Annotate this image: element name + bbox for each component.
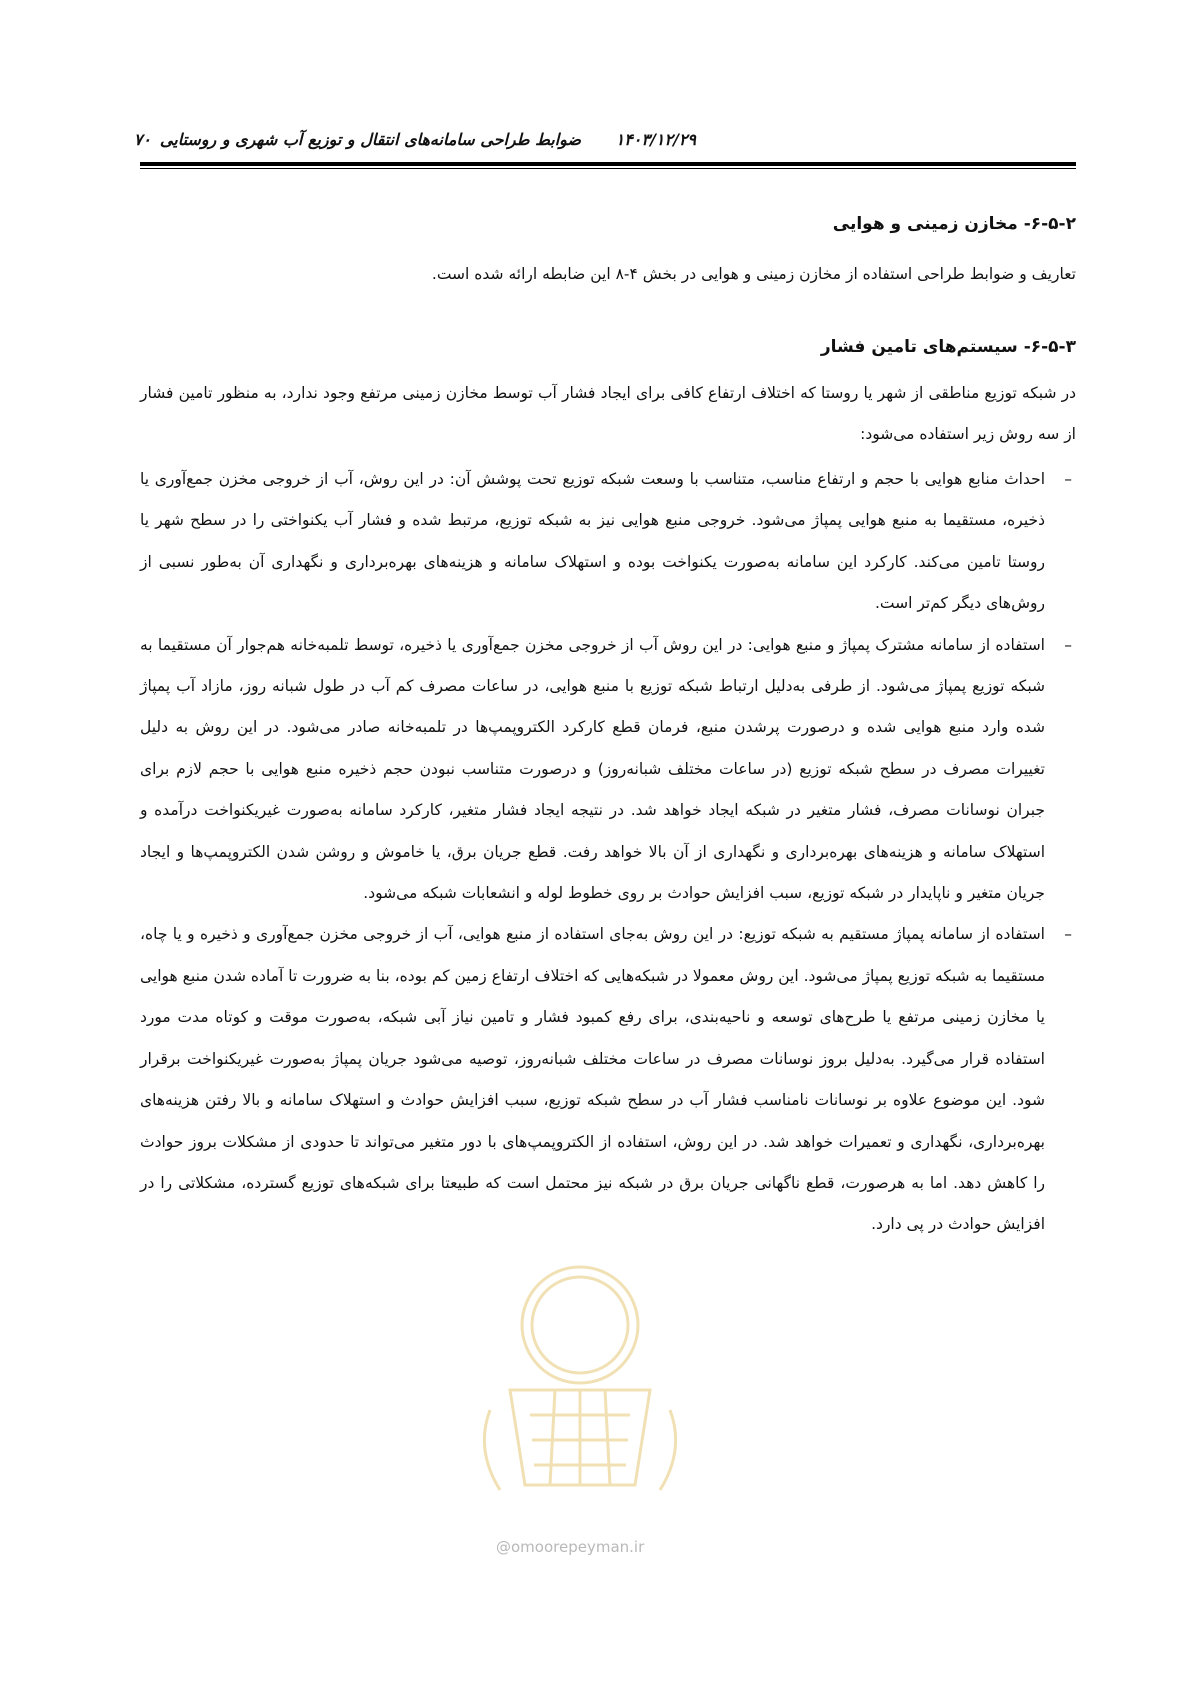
section-paragraph-reservoirs: تعاریف و ضوابط طراحی استفاده از مخازن زمینی و هوایی در بخش ۴-۸ این ضابطه ارائه شده است. <box>431 265 1076 283</box>
list-item-text: استفاده از سامانه مشترک پمپاژ و منبع هوایی: در این روش آب از خروجی مخزن جمع‌آوری یا ذخیره، توسط تلمبه‌خانه هم‌جوار آن مستقیما به شبکه توزیع پمپاژ می‌شود. از طرفی به‌دلیل ارتباط شبکه توزیع با منبع هوایی، در ساعات مصرف کم آب در طول شبانه روز، مازاد آب پمپاژ شده وارد منبع هوایی شده و درصورت پرشدن منبع، فرمان قطع کارکرد الکتروپمپ‌ها در تلمبه‌خانه صادر می‌شود. در این روش به دلیل تغییرات مصرف در سطح شبکه توزیع (در ساعات مختلف شبانه‌روز) و درصورت متناسب نبودن حجم ذخیره منبع هوایی با حجم لازم برای جبران نوسانات مصرف، فشار متغیر در شبکه ایجاد خواهد شد. در نتیجه ایجاد فشار متغیر، کارکرد سامانه به‌صورت غیریکنواخت درآمده و استهلاک سامانه و هزینه‌های بهره‌برداری و نگهداری از آن بالا خواهد رفت. قطع جریان برق، یا خاموش و روشن شدن الکتروپمپ‌ها و ایجاد جریان متغیر و ناپایدار در شبکه توزیع، سبب افزایش حوادث بر روی خطوط لوله و انشعابات شبکه می‌شود. <box>140 635 1045 903</box>
watermark-seal <box>470 1250 690 1520</box>
list-dash: – <box>1064 470 1072 488</box>
list-dash: – <box>1064 635 1072 654</box>
page-content <box>140 210 1076 1246</box>
page-number: ۷۰ <box>133 130 151 149</box>
list-item-text: احداث منابع هوایی با حجم و ارتفاع مناسب، متناسب با وسعت شبکه توزیع تحت پوشش آن: در این روش، آب از خروجی مخزن جمع‌آوری یا ذخیره، مستقیما به منبع هوایی پمپاژ می‌شود. خروجی منبع هوایی نیز به شبکه توزیع، مرتبط شده و فشار آب یکنواختی را در سطح شهر یا روستا تامین می‌کند. کارکرد این سامانه به‌صورت یکنواخت بوده و استهلاک سامانه و هزینه‌های بهره‌برداری و نگهداری آن به‌طور نسبی از روش‌های دیگر کم‌تر است. <box>140 470 1045 613</box>
section-heading-reservoirs: ۶-۵-۲- مخازن زمینی و هوایی <box>832 214 1076 234</box>
header-rule-thin <box>140 168 1076 169</box>
header-title: ضوابط طراحی سامانه‌های انتقال و توزیع آب شهری و روستایی <box>159 130 581 149</box>
list-item <box>140 459 1076 625</box>
list-item <box>140 914 1076 1245</box>
list-item-text: استفاده از سامانه پمپاژ مستقیم به شبکه توزیع: در این روش به‌جای استفاده از منبع هوایی، آب از خروجی مخزن جمع‌آوری و ذخیره و یا چاه، مستقیما به شبکه توزیع پمپاژ می‌شود. این روش معمولا در شبکه‌هایی که اختلاف ارتفاع زمین کم بوده، بنا به ضرورت تا آماده شدن منبع هوایی یا مخازن زمینی مرتفع یا طرح‌های توسعه و ناحیه‌بندی، برای رفع کمبود فشار و تامین نیاز آبی شبکه، به‌صورت موقت و کوتاه مدت مورد استفاده قرار می‌گیرد. به‌دلیل بروز نوسانات مصرف در ساعات مختلف شبانه‌روز، توصیه می‌شود جریان پمپاژ به‌صورت غیریکنواخت برقرار شود. این موضوع علاوه بر نوسانات نامناسب فشار آب در سطح شبکه توزیع، سبب افزایش حوادث و استهلاک سامانه و بالا رفتن هزینه‌های بهره‌برداری، نگهداری و تعمیرات خواهد شد. در این روش، استفاده از الکتروپمپ‌های با دور متغیر می‌تواند تا حدودی از مشکلات بروز حوادث را کاهش دهد. اما به هرصورت، قطع ناگهانی جریان برق در شبکه نیز محتمل است که طبیعتا برای شبکه‌های توزیع گسترده، مشکلاتی را در افزایش حوادث در پی دارد. <box>140 925 1045 1234</box>
section-heading-pressure-systems: ۶-۵-۳- سیستم‌های تامین فشار <box>820 337 1076 357</box>
section-intro-paragraph: در شبکه توزیع مناطقی از شهر یا روستا که اختلاف ارتفاع کافی برای ایجاد فشار آب توسط مخازن زمینی مرتفع وجود ندارد، به منظور تامین فشار از سه روش زیر استفاده می‌شود: <box>140 384 1076 443</box>
watermark-url: @omoorepeyman.ir <box>496 1538 645 1556</box>
page-header <box>133 118 1076 166</box>
method-list <box>140 459 1076 1246</box>
list-item <box>140 625 1076 915</box>
header-rule-thick <box>140 162 1076 166</box>
list-dash: – <box>1064 925 1072 944</box>
header-date: ۱۴۰۳/۱۲/۲۹ <box>615 130 696 149</box>
